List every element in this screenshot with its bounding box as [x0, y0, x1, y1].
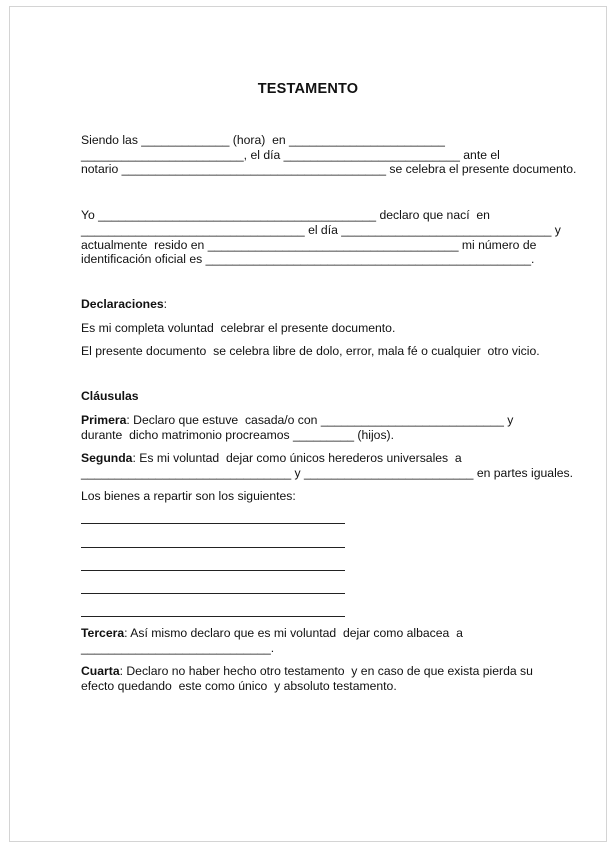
- bienes-blank-line: [81, 547, 345, 548]
- clausulas-heading: Cláusulas: [81, 389, 139, 403]
- declaracion-item-1: Es mi completa voluntad celebrar el presente documento.: [81, 321, 396, 335]
- clausula-segunda-label: Segunda: [81, 451, 133, 465]
- clausula-segunda-line-2: _______________________________ y _________________________ en partes iguales.: [81, 466, 574, 480]
- bienes-intro: Los bienes a repartir son los siguientes:: [81, 489, 296, 503]
- clausula-primera-label: Primera: [81, 413, 127, 427]
- clausula-tercera-line-2: ____________________________.: [81, 641, 275, 655]
- clausula-primera-line-1: [81, 413, 513, 428]
- clausula-tercera-text-1: : Así mismo declaro que es mi voluntad dejar como albacea a: [124, 626, 463, 640]
- bienes-blank-line: [81, 593, 345, 594]
- clausula-segunda-line-1: [81, 451, 462, 466]
- clausula-cuarta-line-1: [81, 664, 533, 679]
- intro-line-1: Siendo las _____________ (hora) en _______________________: [81, 133, 445, 147]
- declaraciones-heading-colon: :: [163, 297, 168, 311]
- clausula-cuarta-line-2: efecto quedando este como único y absoluto testamento.: [81, 679, 397, 693]
- clausula-tercera-line-1: [81, 626, 463, 641]
- declaraciones-heading-text: Declaraciones: [81, 297, 164, 311]
- document-page: [9, 6, 607, 842]
- identity-line-1: Yo _________________________________________ declaro que nací en: [81, 208, 490, 222]
- bienes-blank-line: [81, 616, 345, 617]
- clausula-primera-line-2: durante dicho matrimonio procreamos _________ (hijos).: [81, 428, 394, 442]
- intro-line-3: notario _______________________________________ se celebra el presente documento.: [81, 162, 577, 176]
- identity-line-3: actualmente resido en _____________________________________ mi número de: [81, 238, 537, 252]
- bienes-blank-line: [81, 570, 345, 571]
- clausula-primera-text-1: : Declaro que estuve casada/o con ___________________________ y: [126, 413, 514, 427]
- clausula-cuarta-label: Cuarta: [81, 664, 120, 678]
- intro-line-2: ________________________, el día __________________________ ante el: [81, 148, 500, 162]
- declaracion-item-2: El presente documento se celebra libre de dolo, error, mala fé o cualquier otro vicio.: [81, 344, 540, 358]
- identity-line-2: _________________________________ el día _______________________________ y: [81, 223, 561, 237]
- document-title: TESTAMENTO: [257, 81, 359, 97]
- identity-line-4: identificación oficial es ________________________________________________.: [81, 252, 535, 266]
- declaraciones-heading: [81, 297, 167, 312]
- clausula-cuarta-text-1: : Declaro no haber hecho otro testamento y en caso de que exista pierda su: [119, 664, 533, 678]
- bienes-blank-line: [81, 523, 345, 524]
- clausula-segunda-text-1: : Es mi voluntad dejar como únicos herederos universales a: [132, 451, 462, 465]
- clausula-tercera-label: Tercera: [81, 626, 125, 640]
